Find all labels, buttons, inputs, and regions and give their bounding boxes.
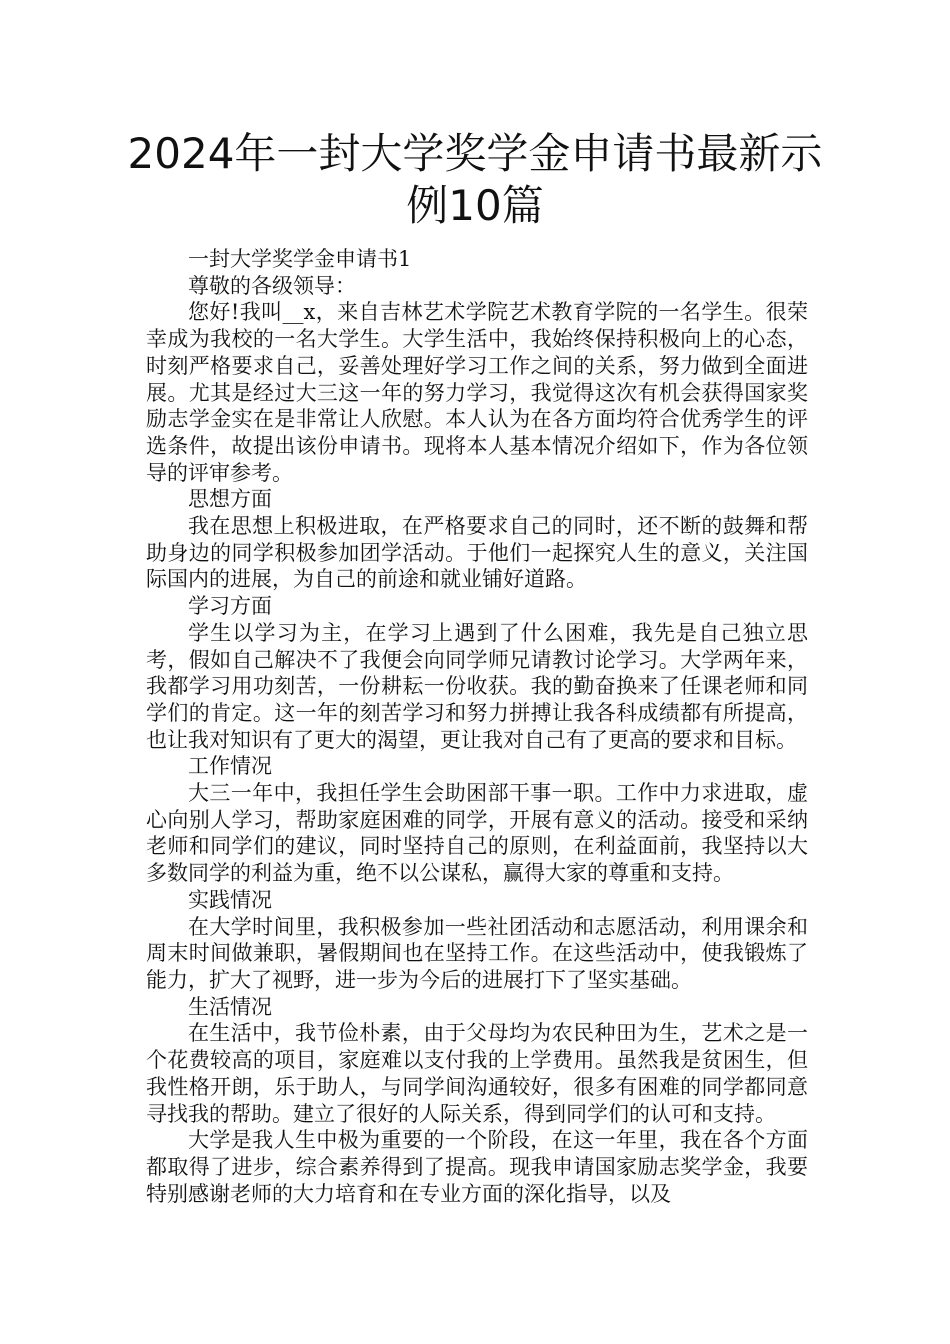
section-heading-thought: 思想方面	[188, 487, 272, 512]
document-title: 2024年一封大学奖学金申请书最新示例10篇	[127, 129, 823, 230]
letter-heading: 一封大学奖学金申请书1	[188, 247, 412, 271]
practice-paragraph: 在大学时间里，我积极参加一些社团活动和志愿活动，利用课余和周末时间做兼职，暑假期间也在坚持工作。在这些活动中，使我锻炼了能力，扩大了视野，进一步为今后的进展打下了坚实基础。	[146, 914, 808, 992]
closing-paragraph: 大学是我人生中极为重要的一个阶段，在这一年里，我在各个方面都取得了进步，综合素养得到了提高。现我申请国家励志奖学金，我要特别感谢老师的大力培育和在专业方面的深化指导，以及	[146, 1128, 808, 1206]
study-paragraph: 学生以学习为主，在学习上遇到了什么困难，我先是自己独立思考，假如自己解决不了我便会向同学师兄请教讨论学习。大学两年来，我都学习用功刻苦，一份耕耘一份收获。我的勤奋换来了任课老师和同学们的肯定。这一年的刻苦学习和努力拼搏让我各科成绩都有所提高，也让我对知识有了更大的渴望，更让我对自己有了更高的要求和目标。	[146, 620, 808, 752]
life-paragraph: 在生活中，我节俭朴素，由于父母均为农民种田为生，艺术之是一个花费较高的项目，家庭难以支付我的上学费用。虽然我是贫困生，但我性格开朗，乐于助人，与同学间沟通较好，很多有困难的同学都同意寻找我的帮助。建立了很好的人际关系，得到同学们的认可和支持。	[146, 1021, 808, 1126]
section-heading-work: 工作情况	[188, 754, 272, 779]
salutation: 尊敬的各级领导：	[188, 273, 356, 298]
intro-paragraph: 您好!我叫__x，来自吉林艺术学院艺术教育学院的一名学生。很荣幸成为我校的一名大学生。大学生活中，我始终保持积极向上的心态，时刻严格要求自己，妥善处理好学习工作之间的关系，努力做到全面进展。尤其是经过大三这一年的努力学习，我觉得这次有机会获得国家奖励志学金实在是非常让人欣慰。本人认为在各方面均符合优秀学生的评选条件，故提出该份申请书。现将本人基本情况介绍如下，作为各位领导的评审参考。	[146, 300, 808, 485]
section-heading-life: 生活情况	[188, 994, 272, 1019]
section-heading-study: 学习方面	[188, 594, 272, 619]
document-body	[146, 246, 808, 1207]
section-heading-practice: 实践情况	[188, 887, 272, 912]
thought-paragraph: 我在思想上积极进取，在严格要求自己的同时，还不断的鼓舞和帮助身边的同学积极参加团学活动。于他们一起探究人生的意义，关注国际国内的进展，为自己的前途和就业铺好道路。	[146, 514, 808, 592]
work-paragraph: 大三一年中，我担任学生会助困部干事一职。工作中力求进取，虚心向别人学习，帮助家庭困难的同学，开展有意义的活动。接受和采纳老师和同学们的建议，同时坚持自己的原则，在利益面前，我坚持以大多数同学的利益为重，绝不以公谋私，赢得大家的尊重和支持。	[146, 781, 808, 886]
